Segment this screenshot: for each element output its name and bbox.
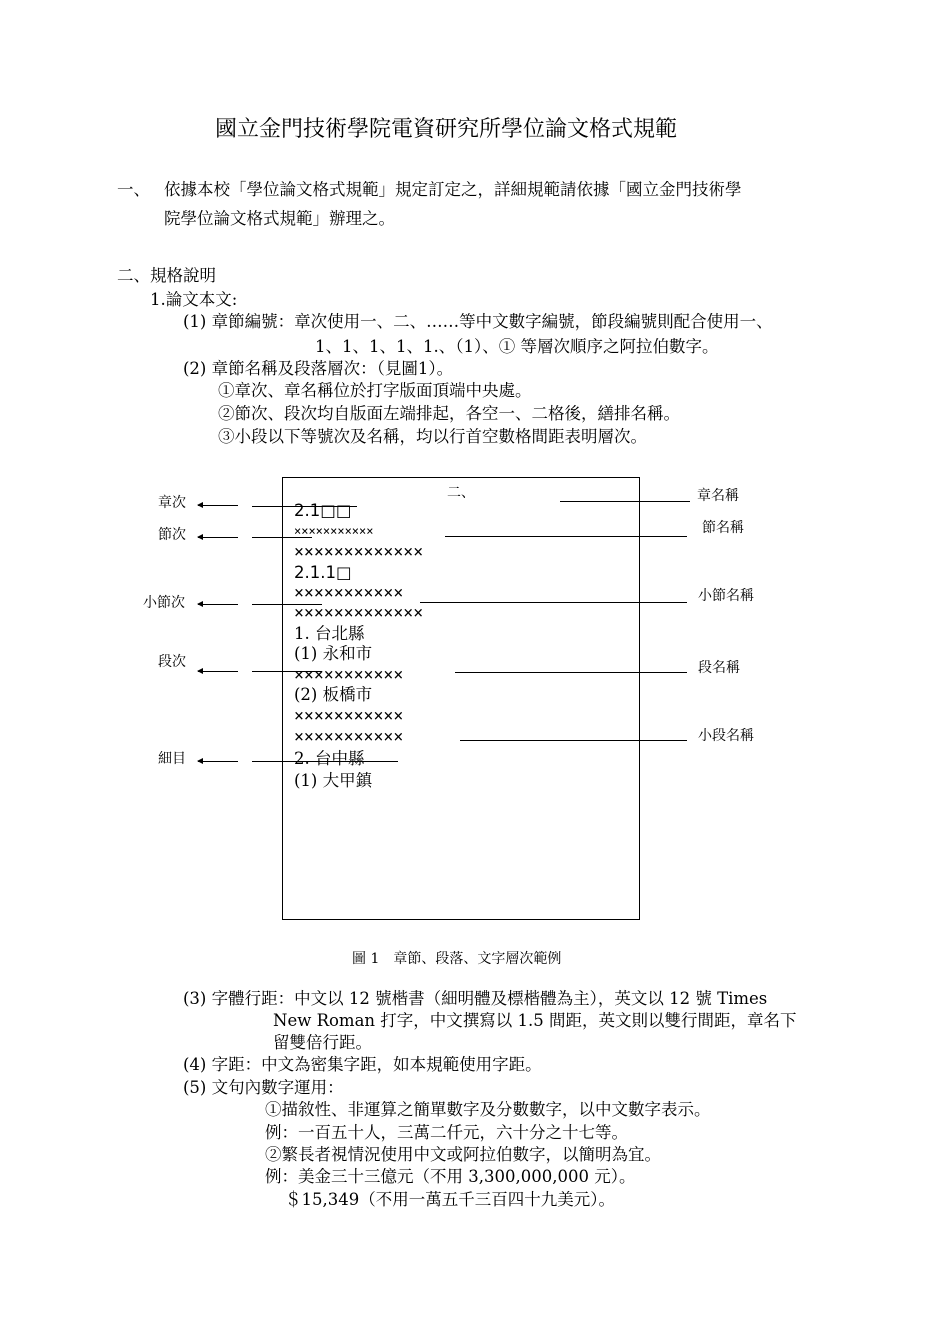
item5-e: ＄15,349（不用一萬五千三百四十九美元）。 (285, 1190, 615, 1209)
leader-line (252, 604, 322, 605)
item3-line2: New Roman 打字，中文撰寫以 1.5 間距，英文則以雙行間距，章名下 (273, 1011, 797, 1030)
item1-line1: (1) 章節編號：章次使用一、二、……等中文數字編號，節段編號則配合使用一、 (183, 312, 773, 331)
item5: (5) 文句內數字運用： (183, 1078, 344, 1097)
label-subsection-number: 小節次 (143, 595, 185, 611)
section2-heading: 二、規格說明 (117, 266, 216, 285)
figure-line-12: ××××××××××× (294, 727, 404, 746)
leader-line (252, 537, 312, 538)
section2-sub1: 1.論文本文: (150, 290, 238, 309)
section1-line2: 院學位論文格式規範」辦理之。 (164, 209, 395, 228)
item2-c: ③小段以下等號次及名稱，均以行首空數格間距表明層次。 (218, 427, 647, 446)
arrow-left-icon (198, 761, 238, 762)
leader-line (455, 672, 687, 673)
arrow-left-icon (198, 537, 238, 538)
label-paragraph-name: 段名稱 (698, 660, 740, 676)
item2: (2) 章節名稱及段落層次：（見圖1）。 (183, 359, 454, 378)
figure-line-3: ××××××××××××× (294, 542, 424, 561)
item4: (4) 字距：中文為密集字距，如本規範使用字距。 (183, 1055, 542, 1074)
figure-line-6: ××××××××××××× (294, 603, 424, 622)
leader-line (252, 506, 357, 507)
leader-line (252, 761, 398, 762)
figure-line-5: ××××××××××× (294, 583, 404, 602)
figure-line-9: ××××××××××× (294, 665, 404, 684)
figure-line-8: (1) 永和市 (294, 644, 373, 663)
item5-d: 例：美金三十三億元（不用 3,300,000,000 元）。 (265, 1167, 636, 1186)
leader-line (252, 671, 322, 672)
figure-line-13: 2. 台中縣 (294, 749, 365, 768)
figure-line-14: (1) 大甲鎮 (294, 771, 373, 790)
figure-caption: 圖 1 章節、段落、文字層次範例 (352, 951, 562, 967)
figure-line-4: 2.1.1□ (294, 563, 352, 582)
arrow-left-icon (198, 604, 238, 605)
arrow-left-icon (198, 505, 238, 506)
label-chapter-name: 章名稱 (697, 488, 739, 504)
figure-line-2: ××××××××××× (294, 524, 374, 538)
label-chapter-number: 章次 (158, 495, 186, 511)
item3-line1: (3) 字體行距：中文以 12 號楷書（細明體及標楷體為主），英文以 12 號 Times (183, 989, 768, 1008)
label-subsection-name: 小節名稱 (698, 588, 754, 604)
figure-line-1: 2.1□□ (294, 501, 352, 520)
figure-line-11: ××××××××××× (294, 706, 404, 725)
leader-line (420, 602, 687, 603)
section1-line1: 依據本校「學位論文格式規範」規定訂定之，詳細規範請依據「國立金門技術學 (164, 180, 742, 199)
arrow-left-icon (198, 671, 238, 672)
figure-chapter: 二、 (447, 485, 475, 501)
leader-line (460, 740, 687, 741)
label-paragraph-number: 段次 (158, 654, 186, 670)
item2-a: ①章次、章名稱位於打字版面頂端中央處。 (218, 381, 532, 400)
item5-b: 例：一百五十人，三萬二仟元，六十分之十七等。 (265, 1123, 628, 1142)
figure-line-10: (2) 板橋市 (294, 685, 373, 704)
item2-b: ②節次、段次均自版面左端排起，各空一、二格後，繕排名稱。 (218, 404, 680, 423)
item3-line3: 留雙倍行距。 (273, 1033, 372, 1052)
label-detail: 細目 (158, 751, 186, 767)
item1-line2: 1、1、1、1、1.、（1）、① 等層次順序之阿拉伯數字。 (315, 337, 719, 356)
leader-line (445, 536, 687, 537)
label-subparagraph-name: 小段名稱 (698, 728, 754, 744)
item5-a: ①描敘性、非運算之簡單數字及分數數字，以中文數字表示。 (265, 1100, 711, 1119)
page-title: 國立金門技術學院電資研究所學位論文格式規範 (215, 117, 678, 142)
section1-number: 一、 (117, 180, 150, 199)
label-section-name: 節名稱 (702, 520, 744, 536)
leader-line (560, 501, 690, 502)
item5-c: ②繁長者視情況使用中文或阿拉伯數字，以簡明為宜。 (265, 1145, 661, 1164)
figure-line-7: 1. 台北縣 (294, 624, 365, 643)
label-section-number: 節次 (158, 527, 186, 543)
